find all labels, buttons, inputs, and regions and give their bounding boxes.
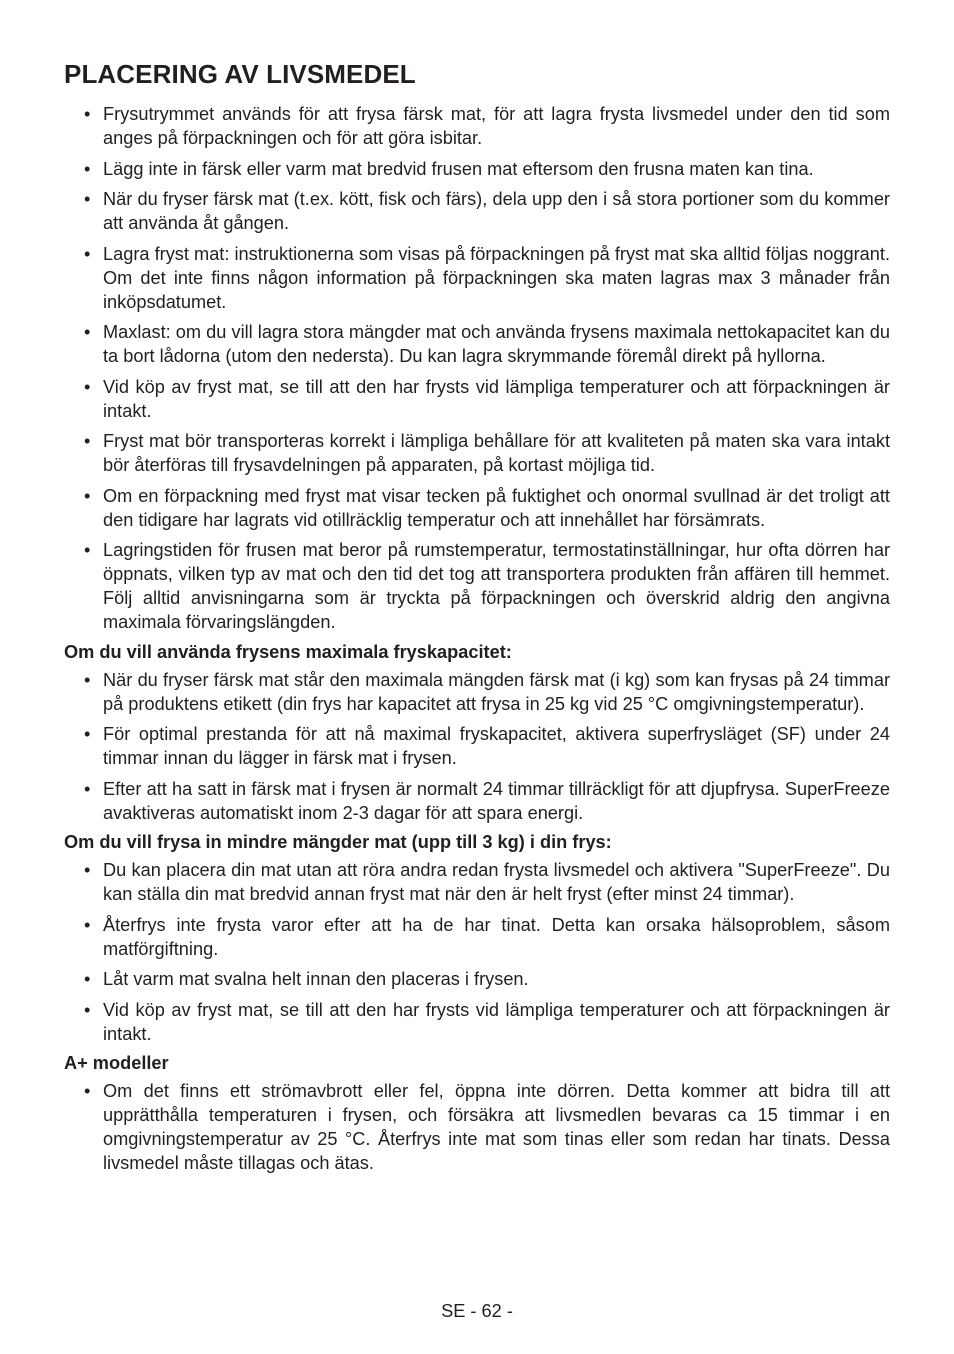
list-item (64, 157, 890, 181)
list-item (64, 538, 890, 634)
bullet-icon: • (84, 860, 91, 880)
list-item (64, 1079, 890, 1175)
bullet-icon: • (84, 999, 91, 1020)
bullet-icon: • (84, 243, 91, 264)
bullet-icon: • (84, 914, 91, 935)
section-heading: Om du vill frysa in mindre mängder mat (upp till 3 kg) i din frys: (64, 832, 612, 852)
list-item (64, 320, 890, 368)
list-item-text: Lägg inte in färsk eller varm mat bredvid frusen mat eftersom den frusna maten kan tina. (103, 158, 814, 179)
bullet-list (64, 668, 890, 825)
list-item-text: Efter att ha satt in färsk mat i frysen är normalt 24 timmar tillräckligt för att djupfrysa. SuperFreeze avaktiveras automatiskt inom 2-3 dagar för att spara energi. (103, 778, 890, 823)
bullet-icon: • (84, 104, 91, 124)
list-item-text: Fryst mat bör transporteras korrekt i lämpliga behållare för att kvaliteten på maten ska vara intakt bör återföras till frysavdelningen på apparaten, på kortast möjliga tid. (103, 431, 890, 475)
list-item-text: Maxlast: om du vill lagra stora mängder mat och använda frysens maximala nettokapacitet kan du ta bort lådorna (utom den nedersta). Du kan lagra skrymmande föremål direkt på hyllorna. (103, 322, 890, 366)
list-item-text: För optimal prestanda för att nå maximal fryskapacitet, aktivera superfrysläget (SF) under 24 timmar innan du lägger in färsk mat i frysen. (103, 724, 890, 768)
list-item (64, 102, 890, 150)
document-body (64, 102, 890, 1182)
list-item-text: När du fryser färsk mat står den maximala mängden färsk mat (i kg) som kan frysas på 24 timmar på produktens etikett (din frys har kapacitet att frysa in 25 kg vid 25 °C omgivningstemperatur). (103, 669, 890, 714)
bullet-list (64, 858, 890, 1046)
list-item-text: Om det finns ett strömavbrott eller fel, öppna inte dörren. Detta kommer att bidra till att upprätthålla temperaturen i frysen, och försäkra att livsmedlen bevaras ca 15 timmar i en omgivningstemperatur av 25 °C. Återfrys inte mat som tinas eller som redan har tinats. Dessa livsmedel måste tillagas och ätas. (103, 1081, 890, 1173)
list-item-text: Om en förpackning med fryst mat visar tecken på fuktighet och onormal svullnad är det troligt att den tidigare har lagrats vid otillräcklig temperatur och att innehållet har försämrats. (103, 485, 890, 530)
list-item (64, 242, 890, 314)
list-item (64, 858, 890, 906)
list-item (64, 375, 890, 423)
list-item (64, 913, 890, 961)
bullet-icon: • (84, 540, 91, 560)
list-item-text: Låt varm mat svalna helt innan den placeras i frysen. (103, 969, 529, 989)
bullet-list (64, 1079, 890, 1175)
list-item-text: Lagra fryst mat: instruktionerna som visas på förpackningen på fryst mat ska alltid följas noggrant. Om det inte finns någon information på förpackningen ska maten lagras max 3 månader från inköpsdatumet. (103, 243, 890, 312)
page-number: SE - 62 - (441, 1301, 513, 1321)
section-heading: A+ modeller (64, 1053, 169, 1073)
list-item-text: Vid köp av fryst mat, se till att den har frysts vid lämpliga temperaturer och att förpackningen är intakt. (103, 376, 890, 421)
list-item-text: Lagringstiden för frusen mat beror på rumstemperatur, termostatinställningar, hur ofta dörren har öppnats, vilken typ av mat och den tid det tog att transportera produkten från affären till hemmet. Följ alltid anvisningarna som är tryckta på förpackningen och överskrid aldrig den angivna maximala förvaringslängden. (103, 540, 890, 632)
list-item (64, 777, 890, 825)
bullet-icon: • (84, 158, 91, 179)
bullet-icon: • (84, 485, 91, 506)
list-item (64, 722, 890, 770)
bullet-list (64, 102, 890, 634)
page-title: PLACERING AV LIVSMEDEL (64, 59, 416, 89)
bullet-icon: • (84, 322, 91, 342)
list-item (64, 484, 890, 532)
list-item-text: Du kan placera din mat utan att röra andra redan frysta livsmedel och aktivera "SuperFreeze". Du kan ställa din mat bredvid annan fryst mat när den är helt fryst (efter minst 24 timmar). (103, 860, 890, 904)
list-item (64, 429, 890, 477)
bullet-icon: • (84, 1081, 91, 1101)
bullet-icon: • (84, 778, 91, 799)
list-item (64, 668, 890, 716)
bullet-icon: • (84, 431, 91, 451)
list-item-text: Återfrys inte frysta varor efter att ha de har tinat. Detta kan orsaka hälsoproblem, såsom matförgiftning. (103, 914, 890, 959)
list-item-text: Vid köp av fryst mat, se till att den har frysts vid lämpliga temperaturer och att förpackningen är intakt. (103, 999, 890, 1044)
list-item (64, 187, 890, 235)
bullet-icon: • (84, 724, 91, 744)
bullet-icon: • (84, 376, 91, 397)
list-item-text: När du fryser färsk mat (t.ex. kött, fisk och färs), dela upp den i så stora portioner som du kommer att använda åt gången. (103, 189, 890, 233)
list-item (64, 998, 890, 1046)
list-item (64, 967, 890, 991)
section-heading: Om du vill använda frysens maximala fryskapacitet: (64, 641, 512, 662)
bullet-icon: • (84, 969, 91, 989)
list-item-text: Frysutrymmet används för att frysa färsk mat, för att lagra frysta livsmedel under den tid som anges på förpackningen och för att göra isbitar. (103, 104, 890, 148)
bullet-icon: • (84, 669, 91, 690)
bullet-icon: • (84, 189, 91, 209)
